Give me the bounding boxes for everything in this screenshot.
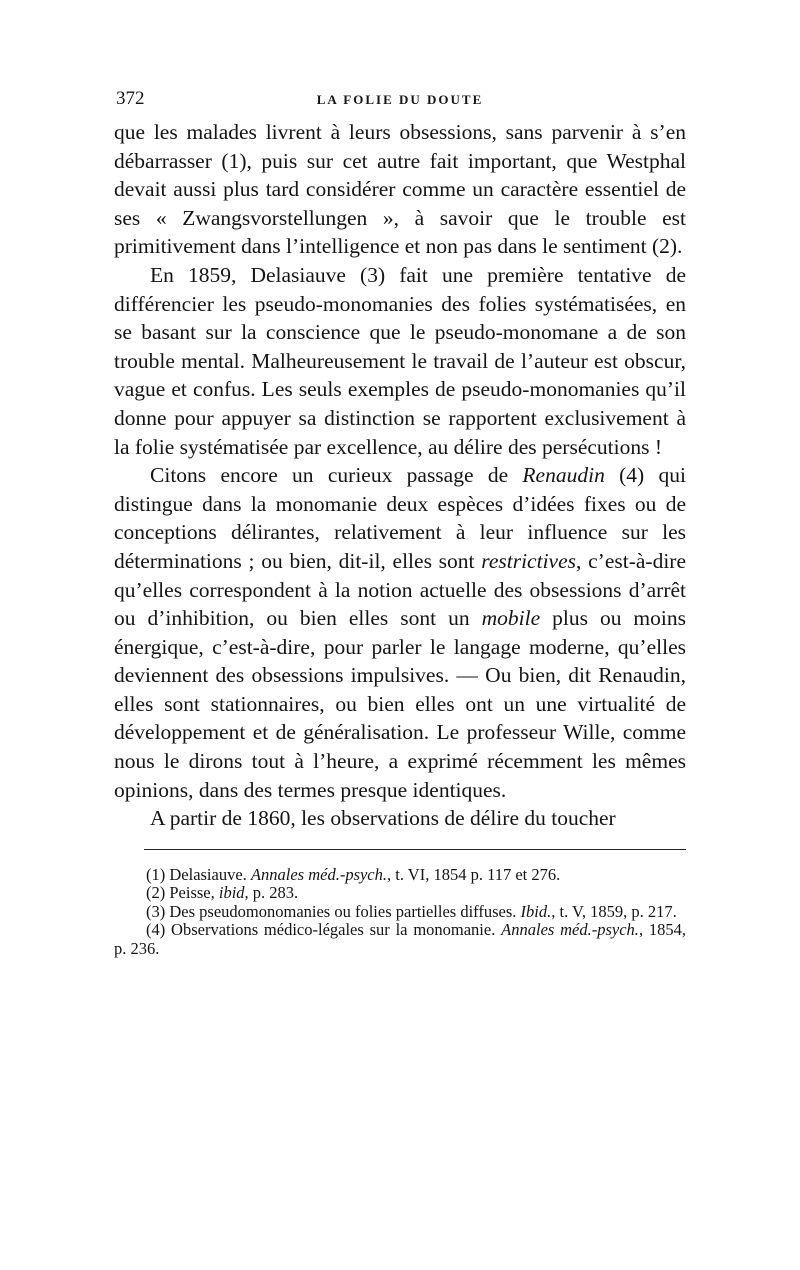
footnote-2 [114, 884, 686, 903]
footnotes [114, 866, 686, 959]
paragraph-3-text-a: Citons encore un curieux passage de [150, 463, 523, 488]
footnote-4-ref: , 1854, p. 236. [114, 920, 686, 958]
footnote-1 [114, 866, 686, 885]
page-number: 372 [116, 88, 145, 109]
paragraph-1: que les malades livrent à leurs obsessions, sans parvenir à s’en débarrasser (1), puis sur cet autre fait important, que Westphal devait aussi plus tard considérer comme un caractère essentiel de ses « Zwangsvorstellungen », à savoir que le trouble est primitivement dans l’intelligence et non pas dans le sentiment (2). [114, 120, 686, 259]
footnote-2-ref: , p. 283. [244, 883, 299, 903]
author-renaudin: Renaudin [522, 463, 605, 488]
footnote-3-text: (3) Des pseudomonomanies ou folies partielles diffuses. [146, 901, 521, 921]
footnote-1-journal: Annales méd.-psych. [250, 864, 388, 884]
paragraph-3-text-b: (4) qui distingue dans la monomanie deux espèces d’idées fixes ou de conceptions délirantes, relativement à leur influence sur les déterminations ; ou bien, dit-il, elles sont [114, 463, 686, 573]
footnote-4-journal: Annales méd.-psych. [501, 920, 639, 940]
term-restrictives: restrictives [481, 548, 576, 573]
term-mobile: mobile [481, 606, 541, 631]
paragraph-3-text-c: , c’est-à-dire qu’elles correspondent à la notion actuelle des obsessions d’arrêt ou d’inhibition, ou bien elles sont un [114, 548, 686, 631]
footnote-3-ibid: Ibid. [520, 901, 552, 921]
paragraph-3 [114, 461, 686, 804]
paragraph-3-text-d: plus ou moins énergique, c’est-à-dire, pour parler le langage moderne, qu’elles deviennent des obsessions impulsives. — Ou bien, dit Renaudin, elles sont stationnaires, ou bien elles ont un une virtualité de développement et de généralisation. Le professeur Wille, comme nous le dirons tout à l’heure, a exprimé récemment les mêmes opinions, dans des termes presque identiques. [114, 606, 686, 802]
book-page [114, 88, 686, 958]
paragraph-4: A partir de 1860, les observations de délire du toucher [150, 806, 616, 831]
footnote-divider [144, 849, 686, 850]
footnote-1-ref: , t. VI, 1854 p. 117 et 276. [387, 864, 561, 884]
footnote-3-ref: , t. V, 1859, p. 217. [551, 901, 677, 921]
paragraph-2: En 1859, Delasiauve (3) fait une première tentative de différencier les pseudo-monomanies des folies systématisées, en se basant sur la conscience que le pseudo-monomane a de son trouble mental. Malheureusement le travail de l’auteur est obscur, vague et confus. Les seuls exemples de pseudo-monomanies qu’il donne pour appuyer sa distinction se rapportent exclusivement à la folie systématisée par excellence, au délire des persécutions ! [114, 262, 686, 459]
footnote-4-text: (4) Observations médico-légales sur la monomanie. [146, 920, 502, 940]
footnote-2-ibid: ibid [218, 883, 245, 903]
running-title: LA FOLIE DU DOUTE [316, 92, 484, 107]
footnote-3 [114, 903, 686, 922]
body-text [114, 118, 686, 833]
running-head [114, 88, 686, 118]
footnote-2-text: (2) Peisse, [146, 883, 219, 903]
footnote-4 [114, 921, 686, 958]
footnote-1-text: (1) Delasiauve. [146, 864, 251, 884]
